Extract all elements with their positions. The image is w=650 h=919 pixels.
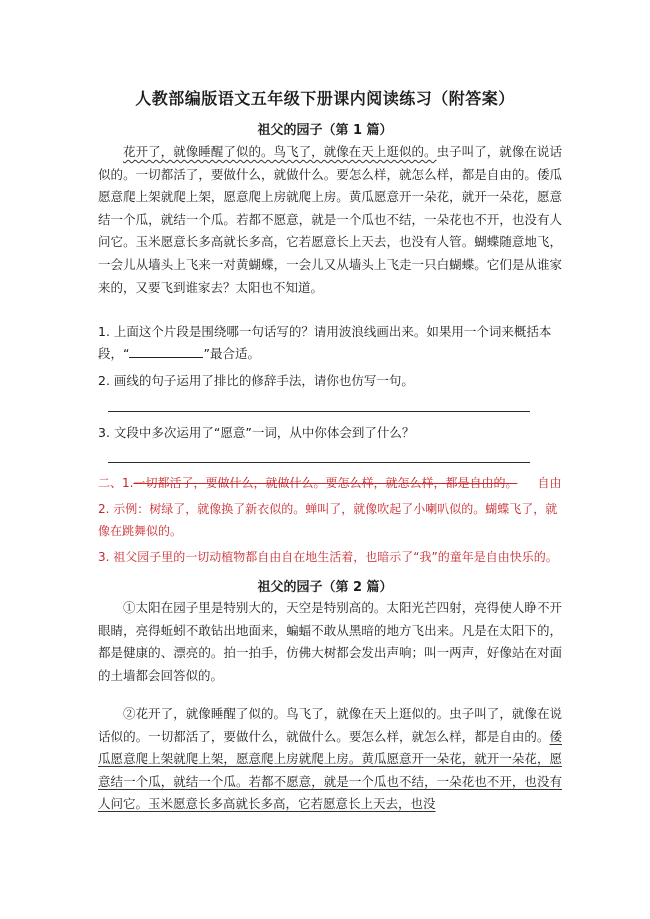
- answer-3: 3. 祖父园子里的一切动植物都自由自在地生活着，也暗示了“我”的童年是自由快乐的。: [98, 550, 558, 564]
- passage-rest: 虫子叫了，就像在说话似的。一切都活了，要做什么，就做什么。要怎么样，就怎么样，都是自由的。倭瓜愿意爬上架就爬上架，愿意爬上房就爬上房。黄瓜愿意开一朵花，就开一朵花，愿意结一个瓜，就结一个瓜。若都不愿意，就是一个瓜也不结，一朵花也不开，也没有人问它。玉米愿意长多高就长多高，它若愿意长上天去，也没有人管。蝴蝶随意地飞，一会儿从墙头上飞来一对黄蝴蝶，一会儿又从墙头上飞走一只白蝴蝶。它们是从谁家来的，又要飞到谁家去？太阳也不知道。: [98, 144, 562, 295]
- section2-paragraph-1: [98, 597, 562, 687]
- answer-line-2: [108, 462, 530, 463]
- section1-heading: 祖父的园子（第 1 篇）: [257, 123, 393, 138]
- question-3: 3. 文段中多次运用了“愿意”一词，从中你体会到了什么？: [98, 425, 415, 440]
- question-1: [98, 321, 562, 365]
- fill-in-blank: [129, 345, 203, 358]
- section2-paragraph-1-text: ①太阳在园子里是特别大的，天空是特别高的。太阳光芒四射，亮得使人睁不开眼睛，亮得蚯蚓不敢钻出地面来，蝙蝠不敢从黑暗的地方飞出来。凡是在太阳下的，都是健康的、漂亮的。拍一拍手，仿佛大树都会发出声响；叫一两声，好像站在对面的土墙都会回答似的。: [98, 600, 562, 683]
- answer-line-1: [108, 411, 530, 412]
- answer-1: [98, 472, 562, 494]
- answer-1-keyword: 自由: [537, 476, 562, 490]
- question-2: 2. 画线的句子运用了排比的修辞手法，请你也仿写一句。: [98, 373, 414, 388]
- answer-1-struck-sentence: 一切都活了，要做什么，就做什么。要怎么样，就怎么样，都是自由的。: [133, 476, 518, 490]
- section2-heading: 祖父的园子（第 2 篇）: [257, 580, 393, 595]
- answer-2: 2. 示例：树绿了，就像换了新衣似的。蝉叫了，就像吹起了小喇叭似的。蝴蝶飞了，就像在跳舞似的。: [98, 502, 558, 538]
- section2-paragraph-2: [98, 703, 562, 816]
- passage-wavy-sentence: 花开了，就像睡醒了似的。鸟飞了，就像在天上逛似的。: [123, 144, 437, 159]
- section2-paragraph-2-text: ②花开了，就像睡醒了似的。鸟飞了，就像在天上逛似的。虫子叫了，就像在说话似的。一切都活了，要做什么，就做什么。要怎么样，就怎么样，都是自由的。: [98, 706, 562, 744]
- question-1-text: 1. 上面这个片段是围绕哪一句话写的？请用波浪线画出来。如果用一个词来概括本段，“: [98, 324, 552, 361]
- document-title: 人教部编版语文五年级下册课内阅读练习（附答案）: [135, 89, 515, 108]
- section2-underlined-sentences: 倭瓜愿意爬上架就爬上架，愿意爬上房就爬上房。黄瓜愿意开一朵花，就开一朵花，愿意结一个瓜，就结一个瓜。若都不愿意，就是一个瓜也不结，一朵花也不开，也没有人问它。玉米愿意长多高就长多高，它若愿意长上天去，也没: [98, 728, 562, 812]
- answer-1-prefix: 二、1.: [98, 476, 134, 490]
- question-1-text-end: ”最合适。: [203, 346, 260, 361]
- section1-passage: [98, 141, 562, 299]
